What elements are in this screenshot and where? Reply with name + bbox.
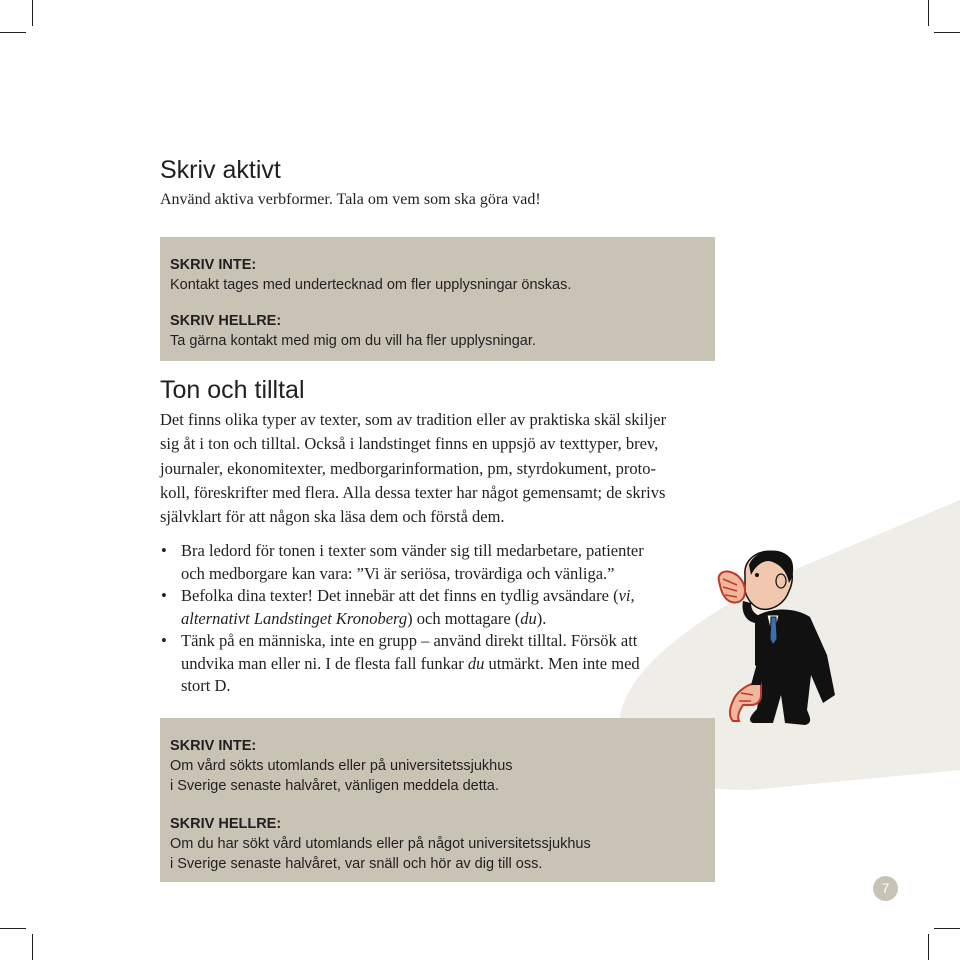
list-text-italic: vi, [618,586,635,605]
list-text: undvika man eller ni. I de flesta fall funkar [181,653,468,673]
list-item-line [181,608,720,631]
list-text: Det innebär att det finns en tydlig avsändare ( [317,586,619,605]
example-box-2 [160,718,715,882]
list-item-line: Tänk på en människa, inte en grupp – använd direkt tilltal. Försök att [181,631,638,650]
man-calling-illustration [715,545,845,730]
skriv-hellre-text: i Sverige senaste halvåret, var snäll och hör av dig till oss. [170,856,543,872]
skriv-inte-text: Om vård sökts utomlands eller på universitetssjukhus [170,758,513,774]
skriv-inte-label: SKRIV INTE: [170,257,257,273]
list-text-italic: du [520,608,537,628]
bullet: • [161,541,167,560]
paragraph-line: självklart för att någon ska läsa dem och förstå dem. [160,507,505,527]
heading-ton-och-tilltal: Ton och tilltal [160,376,305,404]
crop-mark [32,934,33,960]
skriv-hellre-text: Om du har sökt vård utomlands eller på något universitetssjukhus [170,836,591,852]
skriv-inte-text: i Sverige senaste halvåret, vänligen meddela detta. [170,778,499,794]
paragraph-line: sig åt i ton och tilltal. Också i landstinget finns en uppsjö av texttyper, brev, [160,434,659,454]
list-item [160,540,720,585]
list-text: utmärkt. Men inte med [484,653,640,673]
crop-mark [0,928,26,929]
list-item [160,630,720,698]
list-text-italic: du [467,653,485,673]
paragraph-line: journaler, ekonomitexter, medborgarinformation, pm, styrdokument, proto- [160,458,657,478]
heading-skriv-aktivt: Skriv aktivt [160,156,281,184]
list-item-line: Bra ledord för tonen i texter som vänder sig till medarbetare, patienter [181,541,644,560]
list-text-italic: alternativt Landstinget Kronoberg [181,608,408,628]
crop-mark [934,32,960,33]
paragraph-line: koll, föreskrifter med flera. Alla dessa texter har något gemensamt; de skrivs [160,482,666,502]
bullet-list [160,540,720,698]
crop-mark [32,0,33,26]
bullet: • [161,631,167,650]
list-item-line [181,653,720,676]
crop-mark [928,934,929,960]
crop-mark [934,928,960,929]
skriv-hellre-text: Ta gärna kontakt med mig om du vill ha fler upplysningar. [170,333,536,349]
list-text: ). [536,608,547,628]
list-text: Befolka dina texter! [181,586,313,605]
skriv-hellre-label: SKRIV HELLRE: [170,313,282,329]
list-item-line: och medborgare kan vara: ”Vi är seriösa, trovärdiga och vänliga.” [181,563,615,583]
skriv-hellre-label: SKRIV HELLRE: [170,816,282,832]
list-item [160,585,720,630]
crop-mark [928,0,929,26]
list-item-line [181,585,720,608]
skriv-inte-text: Kontakt tages med undertecknad om fler upplysningar önskas. [170,277,572,293]
lead-text: Använd aktiva verbformer. Tala om vem som ska göra vad! [160,191,541,208]
crop-mark [0,32,26,33]
example-box-1 [160,237,715,361]
list-item-line: stort D. [181,676,231,695]
paragraph-line: Det finns olika typer av texter, som av tradition eller av praktiska skäl skiljer [160,410,667,429]
list-text: ) och mottagare ( [407,608,521,628]
bullet: • [161,586,167,605]
skriv-inte-label: SKRIV INTE: [170,738,257,754]
page-number: 7 [873,876,898,901]
